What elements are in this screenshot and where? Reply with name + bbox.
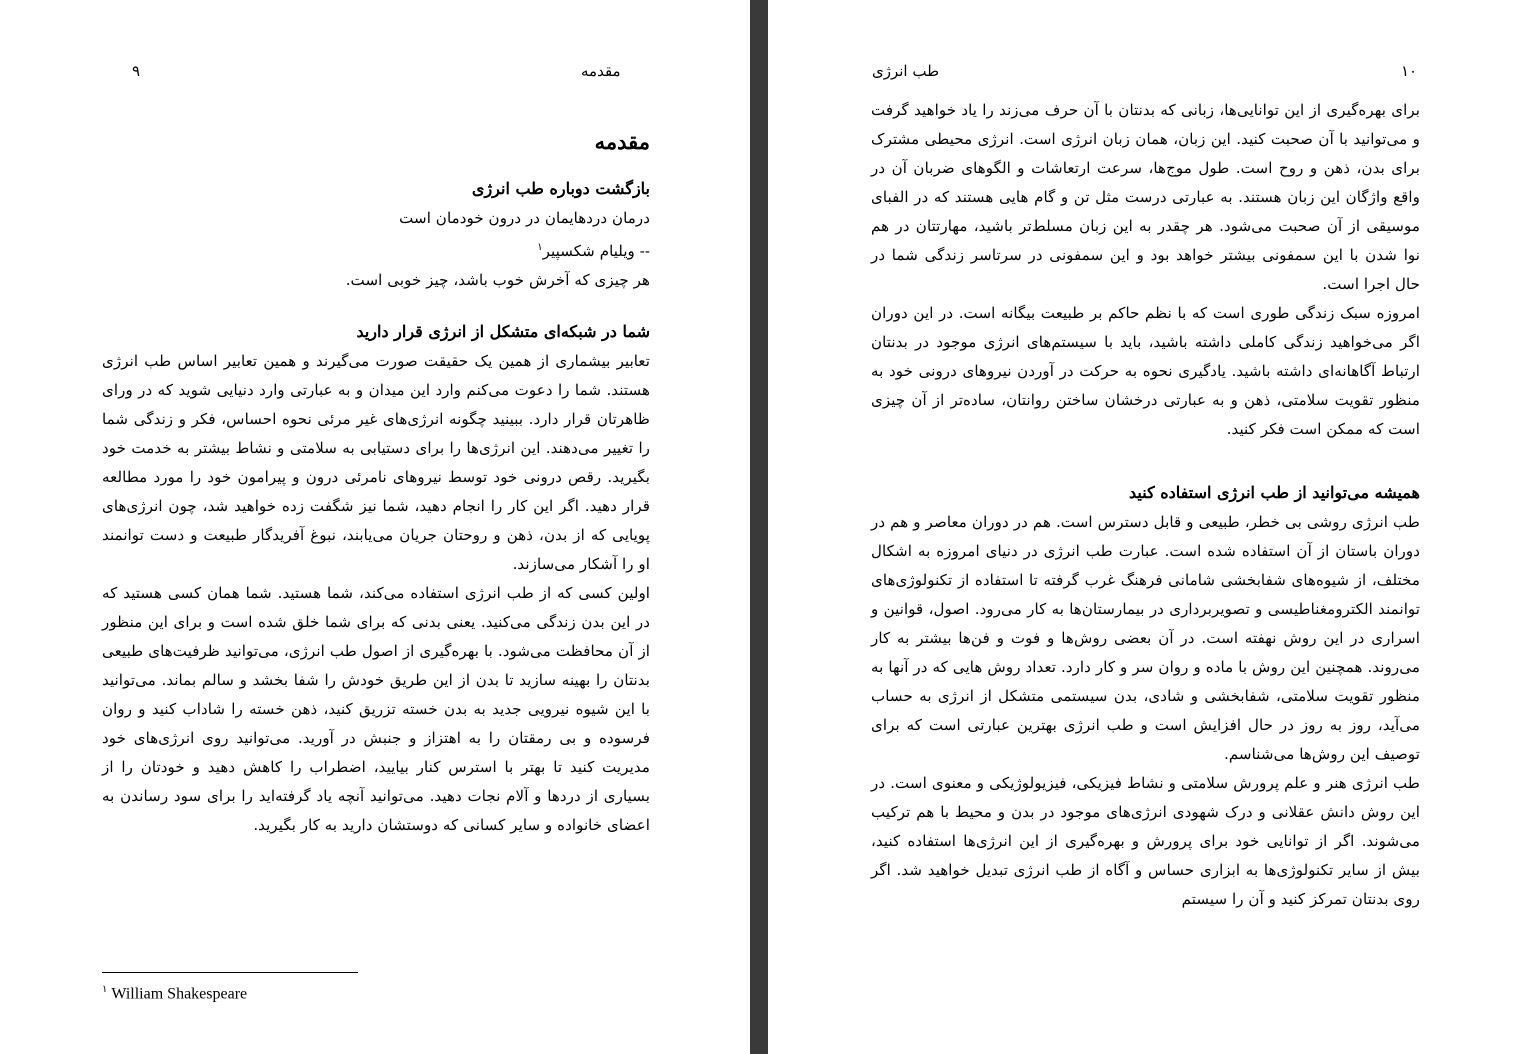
- left-page: [0, 0, 750, 1054]
- epigraph-line: هر چیزی که آخرش خوب باشد، چیز خوبی است.: [345, 271, 650, 290]
- left-text-column: [102, 126, 650, 840]
- page-number: ۹: [132, 62, 141, 80]
- paragraph: طب انرژی هنر و علم پرورش سلامتی و نشاط فیزیکی، فیزیولوژیکی و معنوی است. در این روش دانش عقلانی و درک شهودی انرژی‌های موجود در بدن و محیط با هم ترکیب می‌شوند. اگر از توانایی خود برای پرورش و بهره‌گیری از این انرژی‌ها استفاده کنید، بیش از سایر تکنولوژی‌ها به ابزاری حساس و آگاه از طب انرژی تبدیل خواهید شد. اگر روی بدنتان تمرکز کنید و آن را سیستم: [871, 774, 1420, 908]
- running-header: طب انرژی: [872, 62, 940, 80]
- paragraph: برای بهره‌گیری از این توانایی‌ها، زبانی که بدنتان با آن حرف می‌زند را یاد خواهید گرفت و می‌توانید با آن صحبت کنید. این زبان، همان زبان انرژی است. انرژی محیطی مشترک برای بدن، ذهن و روح است. طول موج‌ها، سرعت ارتعاشات و الگوهای ضربان آن در واقع واژگان این زبان هستند. به عبارتی درست مثل تن و گام هایی هستند که در الفبای موسیقی از آن صحبت می‌شود. هر چقدر به این زبان مسلط‌تر باشید، مهارتتان در هم نوا شدن با این سمفونی بیشتر خواهد بود و این سمفونی در سرتاسر زندگی شما در حال اجرا است.: [871, 101, 1420, 293]
- section-heading: بازگشت دوباره طب انرژی: [471, 179, 650, 198]
- page-gutter: [750, 0, 768, 1054]
- page-number: ۱۰: [1401, 62, 1418, 80]
- right-page: [768, 0, 1517, 1054]
- epigraph-attribution: [102, 233, 650, 266]
- footnote-marker: ۱: [102, 984, 108, 995]
- section-heading: شما در شبکه‌ای متشکل از انرژی قرار دارید: [356, 322, 650, 342]
- paragraph: امروزه سبک زندگی طوری است که با نظم حاکم بر طبیعت بیگانه است. در این دوران اگر می‌خواهید زندگی کاملی داشته باشید، باید با سیستم‌های انرژی موجود در بدنتان ارتباط آگاهانه‌ای داشته باشید. یادگیری نحوه به حرکت در آوردن نیروهای درونی خود به منظور تقویت سلامتی، ذهن و به عبارتی درخشان ساختن روانتان، ساده‌تر از آن چیزی است که ممکن است فکر کنید.: [871, 304, 1420, 438]
- paragraph: تعابیر بیشماری از همین یک حقیقت صورت می‌گیرند و همین تعابیر اساس طب انرژی هستند. شما را دعوت می‌کنم وارد این میدان و به عبارتی وارد دنیایی شوید که در ورای ظاهرتان قرار دارد. ببینید چگونه انرژی‌های غیر مرئی نحوه احساس، فکر و زندگی شما را تغییر می‌دهند. این انرژی‌ها را برای دستیابی به سلامتی و نشاط بیشتر به خدمت خود بگیرید. رقص درونی خود توسط نیروهای نامرئی درون و پیرامون خود را مورد مطالعه قرار دهید. اگر این کار را انجام دهید، شما نیز شگفت زده خواهید شد، چون انرژی‌های پویایی که از بدن، ذهن و روحتان جریان می‌یابند، نبوغ آفریدگار طبیعت و دست توانمند او را آشکار می‌سازند.: [102, 352, 650, 574]
- paragraph: طب انرژی روشی بی خطر، طبیعی و قابل دسترس است. هم در دوران معاصر و هم در دوران باستان از آن استفاده شده است. عبارت طب انرژی در دنیای امروزه به اشکال مختلف، از شیوه‌های شفابخشی شامانی فرهنگ غرب گرفته تا استفاده از تکنولوژی‌های توانمند الکترومغناطیسی و تصویربرداری در بیمارستان‌ها به کار می‌رود. اصول، قوانین و اسراری در این روش نهفته است. در آن بعضی روش‌ها و فوت و فن‌ها بیشتر به کار می‌روند. همچنین این روش با ماده و روان سر و کار دارد. تعداد روش هایی که در آنها به منظور تقویت سلامتی، شفابخشی و شادی، بدن سیستمی متشکل از انرژی به حساب می‌آید، روز به روز در حال افزایش است و طب انرژی بهترین عبارتی است که برای توصیف این روش‌ها می‌شناسم.: [871, 513, 1420, 763]
- paragraph: اولین کسی که از طب انرژی استفاده می‌کند، شما هستید. شما همان کسی هستید که در این بدن زندگی می‌کنید. یعنی بدنی که برای شما خلق شده است و برای این منظور از آن محافظت می‌شود. با بهره‌گیری از اصول طب انرژی، می‌توانید ظرفیت‌های طبیعی بدنتان را بهینه سازید تا بدن از این طریق خودش را شفا بخشد و سالم بماند. می‌توانید با این شیوه نیرویی جدید به بدن خسته تزریق کنید، ذهن خسته را شاداب کنید و روان فرسوده و بی رمقتان را به اهتزاز و جنبش در آورید. می‌توانید روی انرژی‌های خود مدیریت کنید تا بهتر با استرس کنار بیایید، اضطراب را کاهش دهید و خودتان را از بسیاری از دردها و آلام نجات دهید. می‌توانید آنچه یاد گرفته‌اید را برای سود رساندن به اعضای خانواده و سایر کسانی که دوستشان دارید به کار بگیرید.: [102, 584, 650, 835]
- footnote: [102, 984, 247, 1003]
- footnote-marker: ۱: [537, 242, 543, 253]
- footnote-rule: [102, 972, 358, 973]
- footnote-text: William Shakespeare: [111, 985, 248, 1003]
- chapter-title: مقدمه: [594, 129, 650, 154]
- running-header: مقدمه: [581, 62, 621, 80]
- section-heading: همیشه می‌توانید از طب انرژی استفاده کنید: [1129, 483, 1420, 502]
- epigraph-line: درمان دردهایمان در درون خودمان است: [399, 209, 650, 227]
- right-text-column: [871, 96, 1420, 914]
- attribution-text: -- ویلیام شکسپیر: [542, 242, 650, 261]
